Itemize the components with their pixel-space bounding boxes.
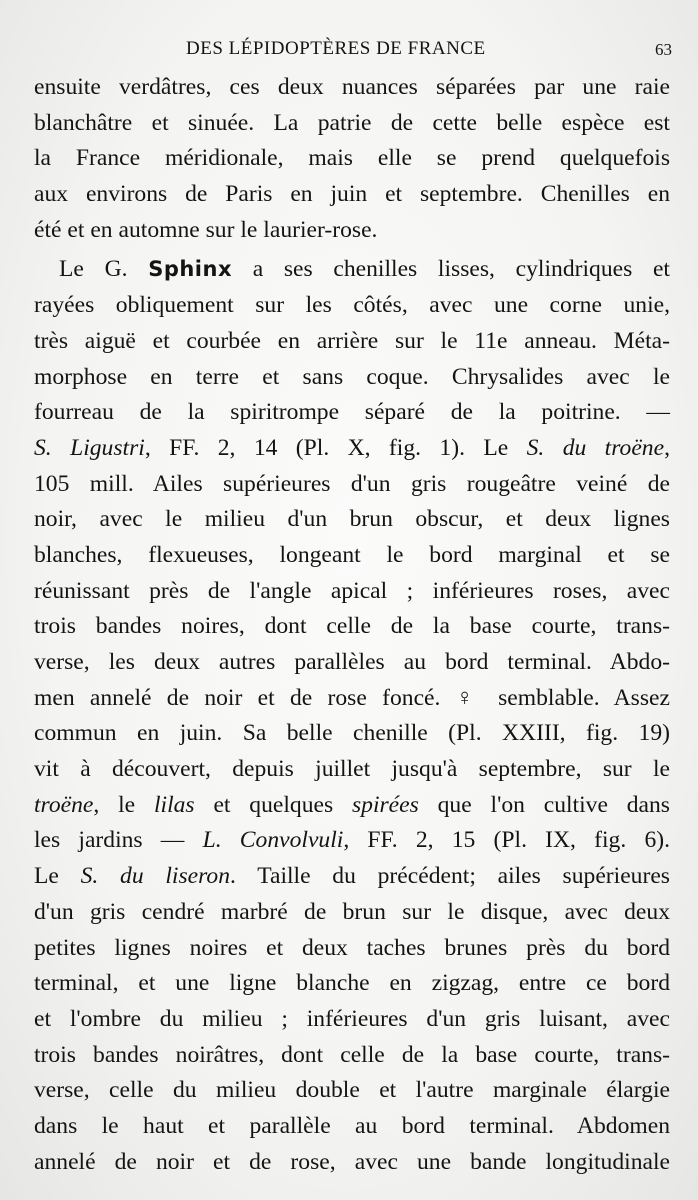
text-run: et quelques xyxy=(194,791,352,818)
text-line: petites lignes noires et deux taches brunes près du bord xyxy=(34,934,670,961)
text-line: rayées obliquement sur les côtés, avec une corne unie, xyxy=(34,292,670,319)
text-line: d'un gris cendré marbré de brun sur le disque, avec deux xyxy=(34,898,670,925)
text-run: Le G. xyxy=(59,256,149,283)
plant-name: troëne xyxy=(34,791,94,818)
text-line: commun en juin. Sa belle chenille (Pl. XXIII, fig. 19) xyxy=(34,720,670,747)
text-run: , xyxy=(664,434,670,461)
text-line: et l'ombre du milieu ; inférieures d'un gris luisant, avec xyxy=(34,1005,670,1032)
text-line xyxy=(34,788,670,824)
text-line: vit à découvert, depuis juillet jusqu'à septembre, sur le xyxy=(34,756,670,783)
text-line xyxy=(34,431,670,467)
text-run: que l'on cultive dans xyxy=(418,791,670,818)
text-line: ensuite verdâtres, ces deux nuances séparées par une raie xyxy=(34,74,670,100)
species-name: S. Ligustri xyxy=(34,434,145,461)
text-line xyxy=(34,252,670,288)
text-line: la France méridionale, mais elle se prend quelquefois xyxy=(34,145,670,172)
common-name: S. du liseron xyxy=(80,863,231,890)
species-name: L. Convolvuli xyxy=(202,827,344,854)
plant-name: spirées xyxy=(351,791,419,818)
text-run: les jardins — xyxy=(34,827,203,854)
text-line: réunissant près de l'angle apical ; inférieures roses, avec xyxy=(34,577,670,604)
text-run: , le xyxy=(93,791,154,818)
text-line: blanchâtre et sinuée. La patrie de cette belle espèce est xyxy=(34,109,670,136)
text-line: trois bandes noires, dont celle de la base courte, trans- xyxy=(34,613,670,640)
body-text xyxy=(34,70,670,1180)
text-run: . Taille du précédent; ailes supérieures xyxy=(230,863,670,890)
text-line xyxy=(34,859,670,895)
text-line: morphose en terre et sans coque. Chrysalides avec le xyxy=(34,363,670,390)
common-name: S. du troëne xyxy=(526,434,665,461)
text-line: très aiguë et courbée en arrière sur le 11e anneau. Méta- xyxy=(34,327,670,354)
text-line: été et en automne sur le laurier-rose. xyxy=(34,216,378,243)
plant-name: lilas xyxy=(153,791,195,818)
text-line: aux environs de Paris en juin et septembre. Chenilles en xyxy=(34,181,670,208)
text-line: dans le haut et parallèle au bord terminal. Abdomen xyxy=(34,1112,670,1139)
running-title: DES LÉPIDOPTÈRES DE FRANCE xyxy=(186,38,486,59)
text-run: , FF. 2, 14 (Pl. X, fig. 1). Le xyxy=(144,434,527,461)
text-line: terminal, et une ligne blanche en zigzag, entre ce bord xyxy=(34,970,670,997)
text-run: a ses chenilles lisses, cylindriques et xyxy=(232,256,670,283)
page-header xyxy=(0,38,698,62)
text-line: noir, avec le milieu d'un brun obscur, et deux lignes xyxy=(34,506,670,533)
text-line: men annelé de noir et de rose foncé. ♀ semblable. Assez xyxy=(34,684,670,711)
page-number: 63 xyxy=(655,40,672,59)
genus-name: Sphinx xyxy=(148,257,233,282)
text-line: fourreau de la spiritrompe séparé de la poitrine. — xyxy=(34,399,670,426)
text-line xyxy=(34,823,670,859)
text-line: trois bandes noirâtres, dont celle de la base courte, trans- xyxy=(34,1041,670,1068)
text-line: annelé de noir et de rose, avec une bande longitudinale xyxy=(34,1148,670,1175)
text-run: Le xyxy=(34,863,81,890)
text-run: , FF. 2, 15 (Pl. IX, fig. 6). xyxy=(343,827,670,854)
text-line: verse, celle du milieu double et l'autre marginale élargie xyxy=(34,1077,670,1104)
text-line: 105 mill. Ailes supérieures d'un gris rougeâtre veiné de xyxy=(34,470,670,497)
text-line: blanches, flexueuses, longeant le bord marginal et se xyxy=(34,541,670,568)
text-line: verse, les deux autres parallèles au bord terminal. Abdo- xyxy=(34,649,670,675)
